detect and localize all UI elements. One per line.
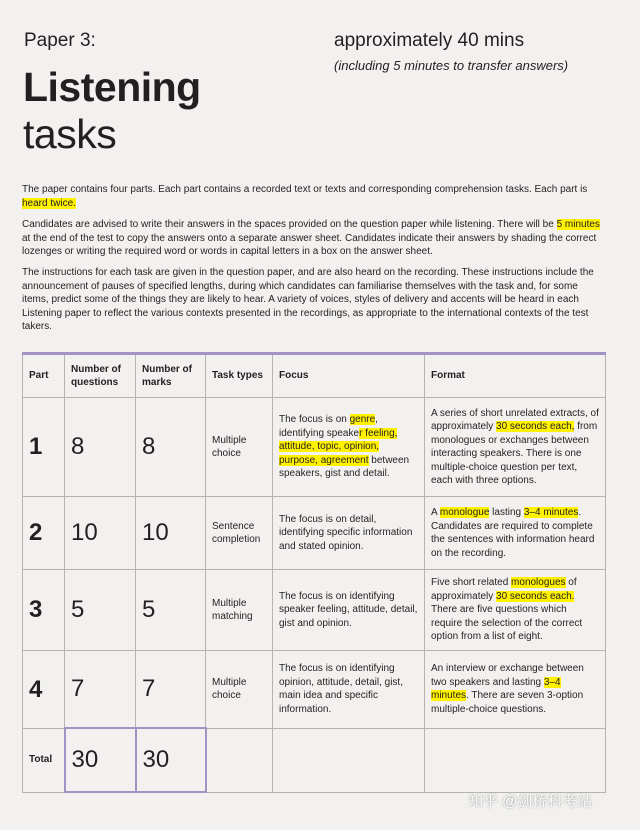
format-text: Five short related: [431, 577, 512, 589]
format-text: . Candidates are required to complete the sentences with information heard on the recording.: [431, 507, 595, 559]
duration-note: (including 5 minutes to transfer answers): [334, 58, 569, 73]
focus-cell: The focus is on detail, identifying specific information and stated opinion.: [273, 497, 425, 570]
header-part: Part: [23, 354, 65, 398]
focus-cell: The focus is on identifying opinion, attitude, detail, gist, main idea and specific information.: [273, 651, 425, 729]
page-subtitle: tasks: [23, 111, 117, 157]
part-number: 2: [23, 497, 65, 570]
highlight: 3–4 minutes: [523, 507, 579, 518]
tasks-table: [22, 352, 606, 793]
task-type: Multiple choice: [206, 398, 273, 497]
format-text: lasting: [489, 507, 524, 518]
question-count: 7: [65, 651, 136, 729]
header-focus: Focus: [273, 354, 425, 398]
highlight: heard twice.: [22, 197, 76, 209]
highlight: monologues: [511, 577, 566, 589]
question-count: 5: [65, 570, 136, 651]
intro-text: The paper contains four parts. Each part contains a recorded text or texts and corresponding comprehension tasks. Each part is: [22, 184, 588, 195]
mark-count: 8: [136, 398, 206, 497]
format-cell: [425, 497, 606, 570]
intro-paragraph-2: [22, 218, 607, 259]
intro-text: The instructions for each task are given in the question paper, and are also heard on the recording. These instructions include the announcement of pauses of specified lengths, during which candidates can familiarise themselves with the task and, for some items, predict some of the things they are likely to hear. A variety of voices, styles of delivery and accents will be heard in each Listening paper to reflect the various contexts presented in the recordings, as appropriate to the international contexts of the test takers.: [22, 267, 594, 333]
header-questions: Number of questions: [65, 354, 136, 398]
table-row: [23, 570, 606, 651]
format-text: from monologues or exchanges between interacting speakers. There is one multiple-choice question per text, each with three options.: [431, 421, 598, 486]
highlight: 3–4 minutes: [431, 676, 561, 702]
intro-paragraph-3: [22, 266, 607, 334]
intro-text: at the end of the test to copy the answers onto a separate answer sheet. Candidates indicate their answers by shading the correct lozenges or writing the required word or words in capital letters in a box on the answer sheet.: [22, 232, 597, 258]
highlight: 30 seconds each.: [496, 590, 575, 602]
task-type: Multiple choice: [206, 651, 273, 729]
highlight: genre: [349, 414, 376, 426]
header-task-types: Task types: [206, 354, 273, 398]
focus-text: , identifying speake: [279, 414, 378, 439]
highlight: r feeling, attitude, topic, opinion, purpose, agreement: [279, 427, 398, 466]
watermark: 知乎 @剑桥科考站: [468, 793, 593, 810]
mark-count: 5: [136, 570, 206, 651]
header-format: Format: [425, 354, 606, 398]
format-text: A: [431, 507, 440, 518]
table-row: [23, 651, 606, 729]
format-text: There are five questions which require the selection of the correct option from a list of eight.: [431, 604, 583, 643]
format-cell: [425, 398, 606, 497]
table-row: [23, 497, 606, 570]
part-number: 1: [23, 398, 65, 497]
total-questions: 30: [65, 728, 136, 792]
question-count: 10: [65, 497, 136, 570]
focus-text: The focus is on: [279, 414, 350, 426]
page-title: Listening: [23, 64, 201, 110]
format-text: . There are seven 3-option multiple-choice questions.: [431, 690, 584, 715]
total-label: Total: [23, 728, 65, 792]
header-marks: Number of marks: [136, 354, 206, 398]
paper-label: Paper 3:: [24, 30, 96, 51]
format-cell: [425, 570, 606, 651]
total-marks: 30: [136, 728, 206, 792]
highlight: 30 seconds each,: [496, 421, 575, 432]
part-number: 3: [23, 570, 65, 651]
question-count: 8: [65, 398, 136, 497]
duration: approximately 40 mins: [334, 30, 525, 51]
total-row: [23, 728, 606, 792]
focus-cell: The focus is on identifying speaker feeling, attitude, detail, gist and opinion.: [273, 570, 425, 651]
task-type: Sentence completion: [206, 497, 273, 570]
intro-text: Candidates are advised to write their answers in the spaces provided on the question paper while listening. There will be: [22, 219, 557, 230]
format-cell: [425, 651, 606, 729]
table-header-row: [23, 354, 606, 398]
task-type: Multiple matching: [206, 570, 273, 651]
part-number: 4: [23, 651, 65, 729]
mark-count: 10: [136, 497, 206, 570]
format-text: A series of short unrelated extracts, of approximately: [431, 407, 599, 432]
highlight: 5 minutes: [556, 219, 600, 230]
table-row: [23, 398, 606, 497]
intro-paragraph-1: [22, 183, 607, 210]
format-text: An interview or exchange between two speakers and lasting: [431, 663, 584, 688]
focus-text: between speakers, gist and detail.: [279, 454, 410, 480]
format-text: of approximately: [431, 577, 577, 602]
highlight: monologue: [439, 507, 490, 518]
focus-cell: [273, 398, 425, 497]
mark-count: 7: [136, 651, 206, 729]
